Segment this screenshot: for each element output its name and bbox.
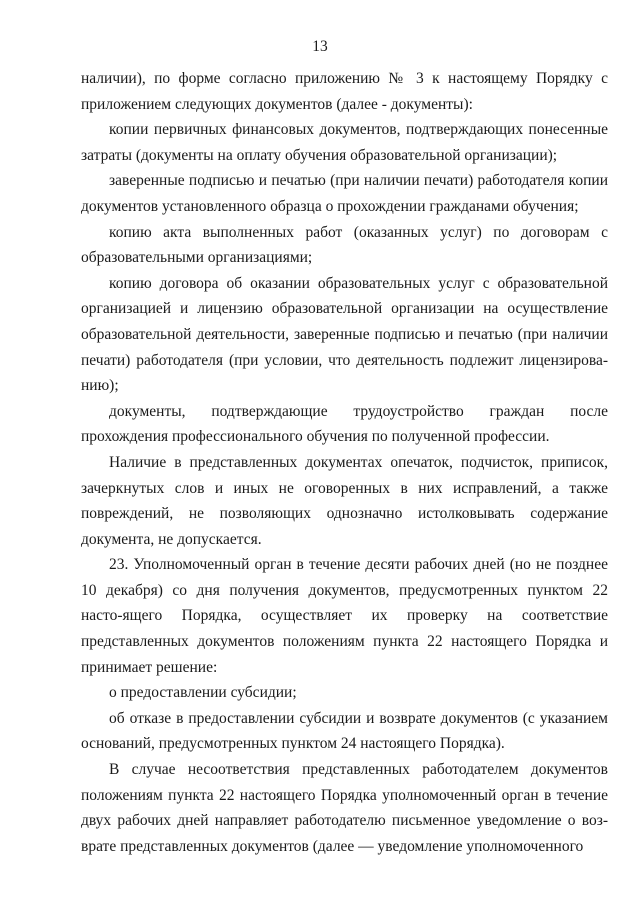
paragraph: копию акта выполненных работ (оказанных услуг) по договорам с образовательными организациями; <box>81 223 608 267</box>
paragraph: о предоставлении субсидии; <box>109 684 297 702</box>
paragraph: копии первичных финансовых документов, подтверждающих понесенные затраты (документы на оплату обучения образовательной организации); <box>81 121 608 164</box>
paragraph: копию договора об оказании образовательных услуг с образовательной организацией и лицензию образовательной организации на осуществление образовательной деятельности, заверенные подписью и печатью (при наличии печати) работодателя (при условии, что деятельность подлежит лицензирова-нию); <box>81 274 608 395</box>
paragraph: В случае несоответствия представленных работодателем документов положениям пункта 22 настоящего Порядка уполномоченный орган в течение двух рабочих дней направляет работодателю письменное уведомление о воз-врате представленных документов (далее — уведомление уполномоченного <box>81 761 608 855</box>
paragraph: наличии), по форме согласно приложению № 3 к настоящему Порядку с приложением следующих документов (далее - документы): <box>81 70 608 113</box>
paragraph: заверенные подписью и печатью (при наличии печати) работодателя копии документов установленного образца о прохождении гражданами обучения; <box>81 172 608 215</box>
paragraph: 23. Уполномоченный орган в течение десяти рабочих дней (но не позднее 10 декабря) со дня получения документов, предусмотренных пунктом 22 насто-ящего Порядка, осуществляет их проверку на соответствие представленных документов положениям пункта 22 настоящего Порядка и принимает решение: <box>81 556 608 676</box>
paragraph: Наличие в представленных документах опечаток, подчисток, приписок, зачеркнутых слов и иных не оговоренных в них исправлений, а также повреждений, не позволяющих однозначно истолковывать содержание документа, не допускается. <box>81 453 608 548</box>
page-number: 13 <box>312 38 328 55</box>
document-body <box>81 66 608 859</box>
paragraph: документы, подтверждающие трудоустройство граждан после прохождения профессионального обучения по полученной профессии. <box>81 402 608 446</box>
paragraph: об отказе в предоставлении субсидии и возврате документов (с указанием оснований, предусмотренных пунктом 24 настоящего Порядка). <box>81 709 608 753</box>
